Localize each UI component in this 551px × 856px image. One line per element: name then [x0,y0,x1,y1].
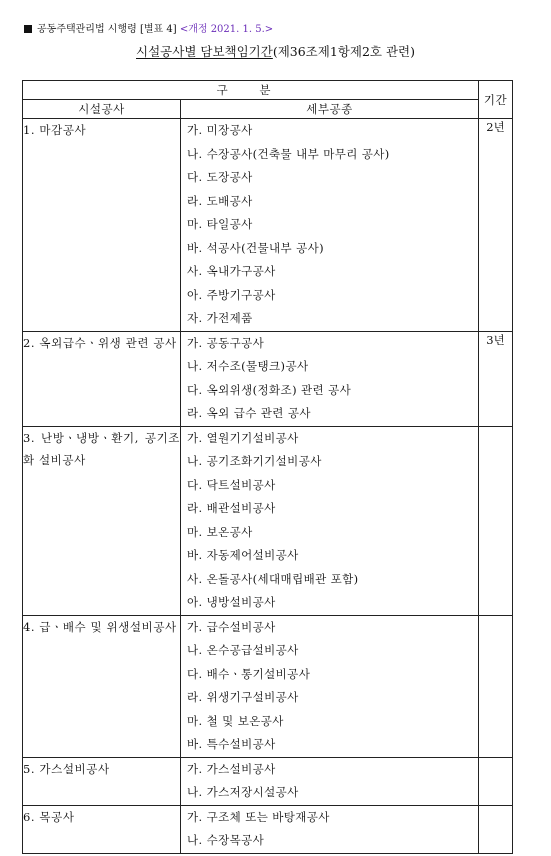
facility-category: 1. 마감공사 [23,119,181,332]
detail-items-cell [181,331,479,426]
detail-item: 다. 닥트설비공사 [187,477,276,492]
detail-items-cell [181,119,479,332]
detail-item: 가. 가스설비공사 [187,761,276,776]
detail-item: 마. 보온공사 [187,524,253,539]
detail-item: 가. 구조체 또는 바탕재공사 [187,809,330,824]
facility-category: 2. 옥외급수ㆍ위생 관련 공사 [23,331,181,426]
detail-item: 자. 가전제품 [187,311,253,325]
page-title [0,42,551,60]
detail-item: 나. 수장목공사 [187,833,265,847]
detail-item: 라. 위생기구설비공사 [187,690,299,704]
facility-category: 6. 목공사 [23,805,181,853]
detail-item: 나. 가스저장시설공사 [187,785,299,799]
detail-item: 나. 저수조(물탱크)공사 [187,359,309,373]
table-row [23,119,513,332]
detail-item: 라. 옥외 급수 관련 공사 [187,406,311,420]
detail-item: 바. 자동제어설비공사 [187,548,299,562]
title-sub: (제36조제1항제2호 관련) [272,44,415,59]
facility-category: 3. 난방ㆍ냉방ㆍ환기, 공기조화 설비공사 [23,426,181,615]
detail-item: 가. 열원기기설비공사 [187,430,299,445]
revision-date: <개정 2021. 1. 5.> [179,24,274,35]
detail-item: 마. 철 및 보온공사 [187,713,284,728]
table-row [23,757,513,805]
period-cell: 3년 [479,331,513,426]
period-cell [479,615,513,757]
table-row [23,805,513,853]
facility-category: 4. 급ㆍ배수 및 위생설비공사 [23,615,181,757]
detail-item: 가. 급수설비공사 [187,619,276,634]
detail-item: 라. 도배공사 [187,193,253,208]
period-cell [479,426,513,615]
detail-item: 사. 옥내가구공사 [187,264,276,278]
header-facility-label: 시설공사 [78,102,125,116]
period-cell [479,805,513,853]
warranty-period-table [22,80,513,854]
detail-item: 아. 냉방설비공사 [187,595,276,609]
period-cell: 2년 [479,119,513,332]
detail-item: 가. 공동구공사 [187,335,265,350]
table-row [23,331,513,426]
detail-items-cell [181,757,479,805]
detail-items-cell [181,426,479,615]
square-bullet-icon [24,25,32,33]
detail-item: 다. 배수ㆍ통기설비공사 [187,666,311,681]
table-row [23,426,513,615]
detail-items-cell [181,805,479,853]
detail-item: 다. 옥외위생(정화조) 관련 공사 [187,382,352,397]
detail-items-cell [181,615,479,757]
detail-item: 나. 공기조화기기설비공사 [187,454,322,468]
header-detail-cell [181,100,479,119]
detail-item: 나. 온수공급설비공사 [187,643,299,657]
detail-item: 다. 도장공사 [187,170,253,184]
header-facility-cell [23,100,181,119]
law-reference-line [24,20,273,35]
header-period-label: 기간 [483,92,508,107]
detail-item: 라. 배관설비공사 [187,501,276,515]
detail-item: 나. 수장공사(건축물 내부 마무리 공사) [187,146,390,161]
detail-item: 마. 타일공사 [187,217,253,231]
detail-item: 바. 특수설비공사 [187,737,276,751]
detail-item: 아. 주방기구공사 [187,287,276,302]
header-group-cell [23,81,479,100]
law-reference: 공동주택관리법 시행령 [별표 4] [37,24,177,35]
header-detail-label: 세부공종 [306,102,353,116]
header-group-label: 구 분 [216,83,285,97]
title-main: 시설공사별 담보책임기간 [136,44,273,59]
detail-item: 바. 석공사(건물내부 공사) [187,240,325,255]
period-cell [479,757,513,805]
header-period-cell [479,81,513,119]
detail-item: 가. 미장공사 [187,123,253,137]
detail-item: 사. 온돌공사(세대매립배관 포함) [187,571,359,586]
facility-category: 5. 가스설비공사 [23,757,181,805]
table-row [23,615,513,757]
